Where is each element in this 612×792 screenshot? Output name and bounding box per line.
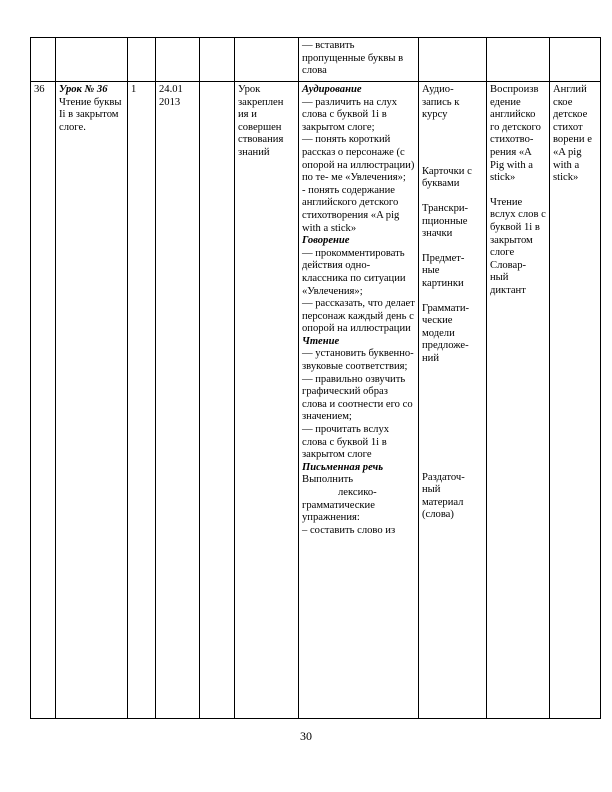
- hours-cell: [128, 82, 156, 719]
- material-item: Карточки с буквами: [422, 165, 472, 190]
- activities-cell: [299, 82, 419, 719]
- empty-cell: [156, 38, 200, 82]
- writing-item: Выполнить: [302, 474, 354, 486]
- control-item: Чтение вслух слов с буквой 1i в закрытом слоге Словар- ный диктант: [490, 196, 546, 296]
- homework-text: Англий ское детское стихот ворени е «A pig with a stick»: [553, 84, 592, 184]
- material-item: Предмет- ные картинки: [422, 252, 465, 289]
- material-item: Граммати- ческие модели предложе- ний: [422, 302, 470, 364]
- lesson-title-cell: [56, 82, 128, 719]
- date-cell: [156, 82, 200, 719]
- listening-item: — понять короткий рассказ о персонаже (с опорой на иллюстрации) по те- ме «Увлечения»;: [302, 134, 415, 184]
- lesson-type-cell: [235, 82, 299, 719]
- empty-cell: [550, 38, 601, 82]
- lesson-title: Урок № 36: [59, 84, 108, 95]
- empty-cell: [200, 38, 235, 82]
- speaking-item: — прокомментировать действия одно- классника по ситуации «Увлечения»;: [302, 247, 406, 297]
- empty-cell: [56, 38, 128, 82]
- lesson-topic: Чтение буквы Ii в закрытом слоге.: [59, 96, 122, 133]
- speaking-item: — рассказать, что делает персонаж каждый день с опорой на иллюстрации: [302, 298, 415, 335]
- material-item: Аудио- запись к курсу: [422, 84, 460, 121]
- empty-cell: [487, 38, 550, 82]
- lesson-type: Урок закреплен ия и совершен ствования знаний: [238, 84, 284, 158]
- lesson-number-cell: [31, 82, 56, 719]
- reading-item: — правильно озвучить графический образ слова и соотнести его со значением;: [302, 373, 413, 423]
- lesson-date: 24.01 2013: [159, 84, 183, 108]
- listening-heading: Аудирование: [302, 84, 362, 95]
- listening-item: — различить на слух слова с буквой 1i в закрытом слоге;: [302, 96, 398, 133]
- control-cell: [487, 82, 550, 719]
- speaking-heading: Говорение: [302, 235, 350, 247]
- lesson-number: 36: [34, 84, 45, 95]
- writing-item: грамматические упражнения:: [302, 499, 375, 524]
- reading-item: — установить буквенно-звуковые соответствия;: [302, 348, 414, 373]
- reading-heading: Чтение: [302, 335, 340, 347]
- empty-cell: [31, 38, 56, 82]
- empty-cell: [235, 38, 299, 82]
- page-number: 30: [300, 729, 312, 743]
- writing-item: лексико-: [338, 487, 377, 498]
- homework-cell: [550, 82, 601, 719]
- empty-cell: [128, 38, 156, 82]
- writing-item: – составить слово из: [302, 524, 396, 536]
- continuation-text: — вставить пропущенные буквы в слова: [302, 40, 404, 77]
- material-item: Транскри- пционные значки: [422, 202, 469, 240]
- table-row-lesson-36: [31, 82, 601, 719]
- control-item: Воспроизв едение английско го детского стихотво- рения «A Pig with a stick»: [490, 84, 541, 184]
- listening-item: - понять содержание английского детского стихотворения «A pig with a stick»: [302, 184, 400, 234]
- table-row-continuation: [31, 38, 601, 82]
- lesson-plan-table: [30, 37, 601, 719]
- empty-cell: [419, 38, 487, 82]
- material-item: Раздаточ- ный материал (слова): [422, 471, 465, 521]
- writing-heading: Письменная речь: [302, 461, 384, 473]
- empty-cell: [200, 82, 235, 719]
- continuation-activities-cell: [299, 38, 419, 82]
- lesson-hours: 1: [131, 84, 137, 95]
- reading-item: — прочитать вслух слова с буквой 1i в закрытом слоге: [302, 424, 390, 461]
- materials-cell: [419, 82, 487, 719]
